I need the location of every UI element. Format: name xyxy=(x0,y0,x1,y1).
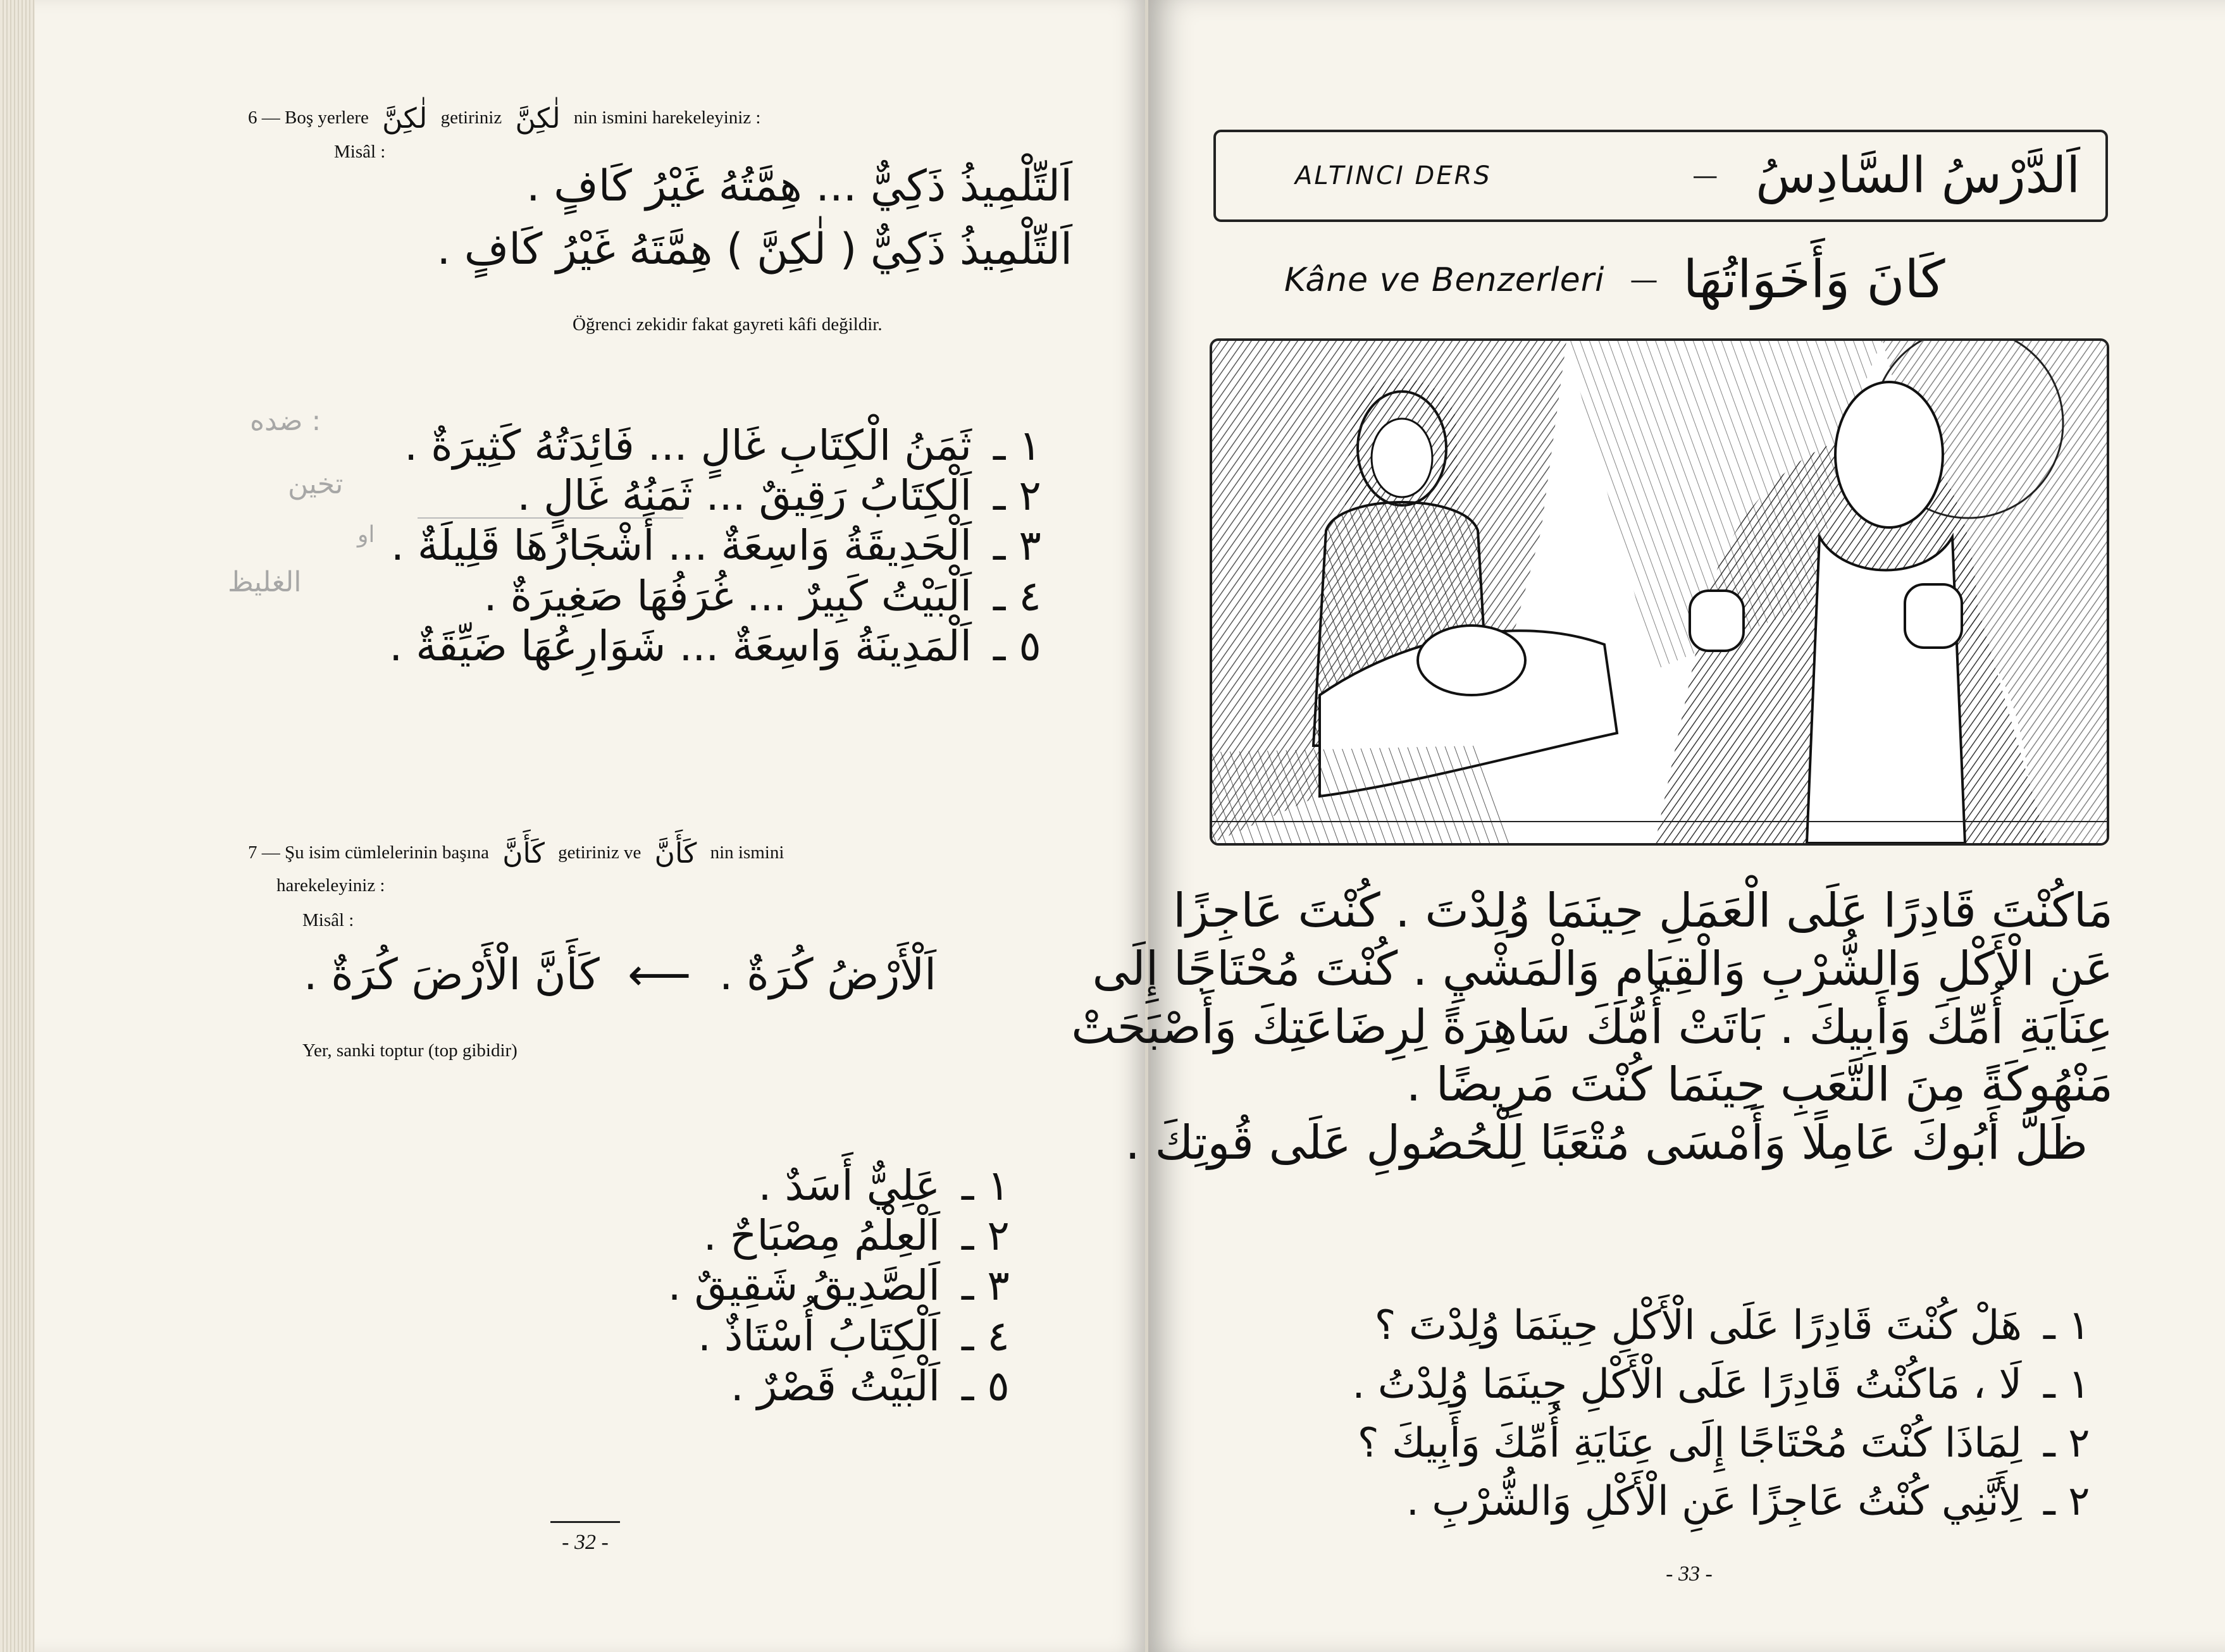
paragraph-line: مَاكُنْتَ قَادِرًا عَلَى الْعَمَلِ حِينَمَا وُلِدْتَ . كُنْتَ عَاجِزًا xyxy=(1173,884,2113,938)
ex7-word-2: كَأَنَّ xyxy=(654,837,697,870)
ex7-instruction xyxy=(248,837,784,870)
page-number-rule xyxy=(550,1521,620,1523)
lesson-title-tr: ALTINCI DERS xyxy=(1295,161,1492,190)
ex7-item-number: ٢ ـ xyxy=(962,1211,1010,1261)
ex7-item-text: اَلْعِلْمُ مِصْبَاحٌ . xyxy=(703,1211,940,1261)
ex6-item-number: ١ ـ xyxy=(993,421,1041,470)
ex6-instruction xyxy=(248,102,761,135)
list-item xyxy=(380,621,1050,671)
ex6-text-1: Boş yerlere xyxy=(285,108,369,128)
pencil-note-3: او xyxy=(357,522,375,548)
ex6-misal-label: Misâl : xyxy=(334,142,386,162)
ex6-word-2: لٰكِنَّ xyxy=(515,102,561,135)
list-item xyxy=(380,421,1050,471)
ex6-example-line-2: اَلتِّلْمِيذُ ذَكِيٌّ ( لٰكِنَّ ) هِمَّتَهُ غَيْرُ كَافٍ . xyxy=(437,225,1072,274)
ex6-item-number: ٣ ـ xyxy=(993,521,1041,570)
ex7-item-number: ٤ ـ xyxy=(962,1311,1010,1360)
ex6-item-text: اَلْبَيْتُ كَبِيرٌ ... غُرَفُهَا صَغِيرَةٌ . xyxy=(483,571,972,620)
qa-list xyxy=(1341,1297,2100,1531)
ex7-example xyxy=(304,949,936,1001)
ex7-text-2: getiriniz ve xyxy=(558,842,641,863)
list-item xyxy=(380,571,1050,621)
paragraph-line: عَنِ الْأَكْلِ وَالشُّرْبِ وَالْقِيَامِ وَالْمَشْيِ . كُنْتَ مُحْتَاجًا إِلَى xyxy=(1092,941,2113,996)
ex6-item-text: اَلْحَدِيقَةُ وَاسِعَةٌ ... أَشْجَارُهَا قَلِيلَةٌ . xyxy=(390,521,972,570)
pencil-note-1: ضده : xyxy=(250,405,321,437)
ex7-item-number: ٣ ـ xyxy=(962,1261,1010,1310)
ex7-item-text: اَلصَّدِيقُ شَقِيقٌ . xyxy=(667,1261,940,1310)
lesson-illustration xyxy=(1210,338,2109,846)
arrow-left-icon: ⟵ xyxy=(628,949,691,1001)
ex6-item-number: ٤ ـ xyxy=(993,571,1041,620)
ex6-item-number: ٢ ـ xyxy=(993,471,1041,521)
ex7-number: 7 — xyxy=(248,842,280,863)
list-item xyxy=(380,521,1050,570)
qa-text: لِأَنَّنِي كُنْتُ عَاجِزًا عَنِ الْأَكْلِ وَالشُّرْبِ . xyxy=(1406,1478,2022,1526)
page-number: - 32 - xyxy=(562,1531,609,1554)
page-number: - 33 - xyxy=(1666,1562,1713,1586)
lesson-subtitle-dash: — xyxy=(1630,264,1658,296)
ex6-item-number: ٥ ـ xyxy=(993,621,1041,670)
ex6-number: 6 — xyxy=(248,108,280,128)
lesson-subtitle xyxy=(1284,250,2062,310)
ex7-text-4: harekeleyiniz : xyxy=(276,875,385,896)
ex7-example-right: اَلْأَرْضُ كُرَةٌ . xyxy=(719,949,936,1000)
qa-text: هَلْ كُنْتَ قَادِرًا عَلَى الْأَكْلِ حِينَمَا وُلِدْتَ ؟ xyxy=(1374,1302,2022,1349)
qa-text: لِمَاذَا كُنْتَ مُحْتَاجًا إِلَى عِنَايَةِ أُمِّكَ وَأَبِيكَ ؟ xyxy=(1357,1419,2022,1467)
qa-item xyxy=(1341,1472,2100,1531)
lesson-subtitle-ar: كَانَ وَأَخَوَاتُهَا xyxy=(1683,250,1945,310)
ex7-item-number: ٥ ـ xyxy=(962,1361,1010,1410)
ex7-example-left: كَأَنَّ الْأَرْضَ كُرَةٌ . xyxy=(304,949,600,1000)
pencil-note-2: تخين xyxy=(288,468,344,500)
ex6-text-3: nin ismini harekeleyiniz : xyxy=(573,108,761,128)
list-item xyxy=(569,1211,1019,1261)
lesson-title-box xyxy=(1213,130,2108,222)
qa-number: ٢ ـ xyxy=(2043,1419,2090,1467)
paragraph-line: عِنَايَةِ أُمِّكَ وَأَبِيكَ . بَاتَتْ أُمُّكَ سَاهِرَةً لِرِضَاعَتِكَ وَأَصْبَحَتْ xyxy=(1071,999,2113,1054)
ex7-word-1: كَأَنَّ xyxy=(502,837,545,870)
qa-item xyxy=(1341,1414,2100,1473)
list-item xyxy=(569,1361,1019,1411)
qa-item xyxy=(1341,1297,2100,1355)
ex6-list xyxy=(380,421,1050,671)
paragraph-line: ظَلَّ أَبُوكَ عَامِلًا وَأَمْسَى مُتْعَبًا لِلْحُصُولِ عَلَى قُوتِكَ . xyxy=(1125,1116,2088,1170)
lesson-title-dash: — xyxy=(1692,161,1718,190)
ex7-list xyxy=(569,1161,1019,1411)
pencil-note-4: الغليظ xyxy=(228,566,302,598)
ex7-item-text: عَلِيٌّ أَسَدٌ . xyxy=(758,1161,940,1210)
list-item xyxy=(380,471,1050,521)
ex6-translation: Öğrenci zekidir fakat gayreti kâfi değildir. xyxy=(573,314,883,335)
qa-item xyxy=(1341,1355,2100,1414)
lesson-title-ar: اَلدَّرْسُ السَّادِسُ xyxy=(1756,147,2080,204)
lesson-subtitle-tr: Kâne ve Benzerleri xyxy=(1284,261,1605,299)
ex6-item-text: اَلْمَدِينَةُ وَاسِعَةٌ ... شَوَارِعُهَا ضَيِّقَةٌ . xyxy=(389,621,972,670)
list-item xyxy=(569,1261,1019,1310)
ex7-item-number: ١ ـ xyxy=(962,1161,1010,1210)
ex7-translation: Yer, sanki toptur (top gibidir) xyxy=(302,1040,518,1061)
ex7-item-text: اَلْكِتَابُ أُسْتَاذٌ . xyxy=(697,1311,940,1360)
qa-number: ١ ـ xyxy=(2043,1360,2090,1408)
ex6-item-text: اَلْكِتَابُ رَقِيقٌ ... ثَمَنُهُ غَالٍ . xyxy=(517,471,972,521)
ex7-text-3: nin ismini xyxy=(710,842,784,863)
qa-text: لَا ، مَاكُنْتُ قَادِرًا عَلَى الْأَكْلِ حِينَمَا وُلِدْتُ . xyxy=(1352,1360,2022,1408)
ex6-word-1: لٰكِنَّ xyxy=(382,102,428,135)
ex7-text-1: Şu isim cümlelerinin başına xyxy=(285,842,489,863)
list-item xyxy=(569,1161,1019,1211)
qa-number: ١ ـ xyxy=(2043,1302,2090,1349)
reading-paragraph xyxy=(1071,882,2113,1173)
ex7-misal-label: Misâl : xyxy=(302,910,354,930)
ex6-text-2: getiriniz xyxy=(440,108,502,128)
ex7-item-text: اَلْبَيْتُ قَصْرٌ . xyxy=(730,1361,940,1410)
list-item xyxy=(569,1311,1019,1361)
illustration-drawing xyxy=(1212,341,2107,843)
paragraph-line: مَنْهُوكَةً مِنَ التَّعَبِ حِينَمَا كُنْتَ مَرِيضًا . xyxy=(1406,1057,2113,1113)
ex6-item-text: ثَمَنُ الْكِتَابِ غَالٍ ... فَائِدَتُهُ كَثِيرَةٌ . xyxy=(404,421,972,470)
qa-number: ٢ ـ xyxy=(2043,1478,2090,1526)
ex6-example-line-1: اَلتِّلْمِيذُ ذَكِيٌّ ... هِمَّتُهُ غَيْرُ كَافٍ . xyxy=(526,161,1072,211)
